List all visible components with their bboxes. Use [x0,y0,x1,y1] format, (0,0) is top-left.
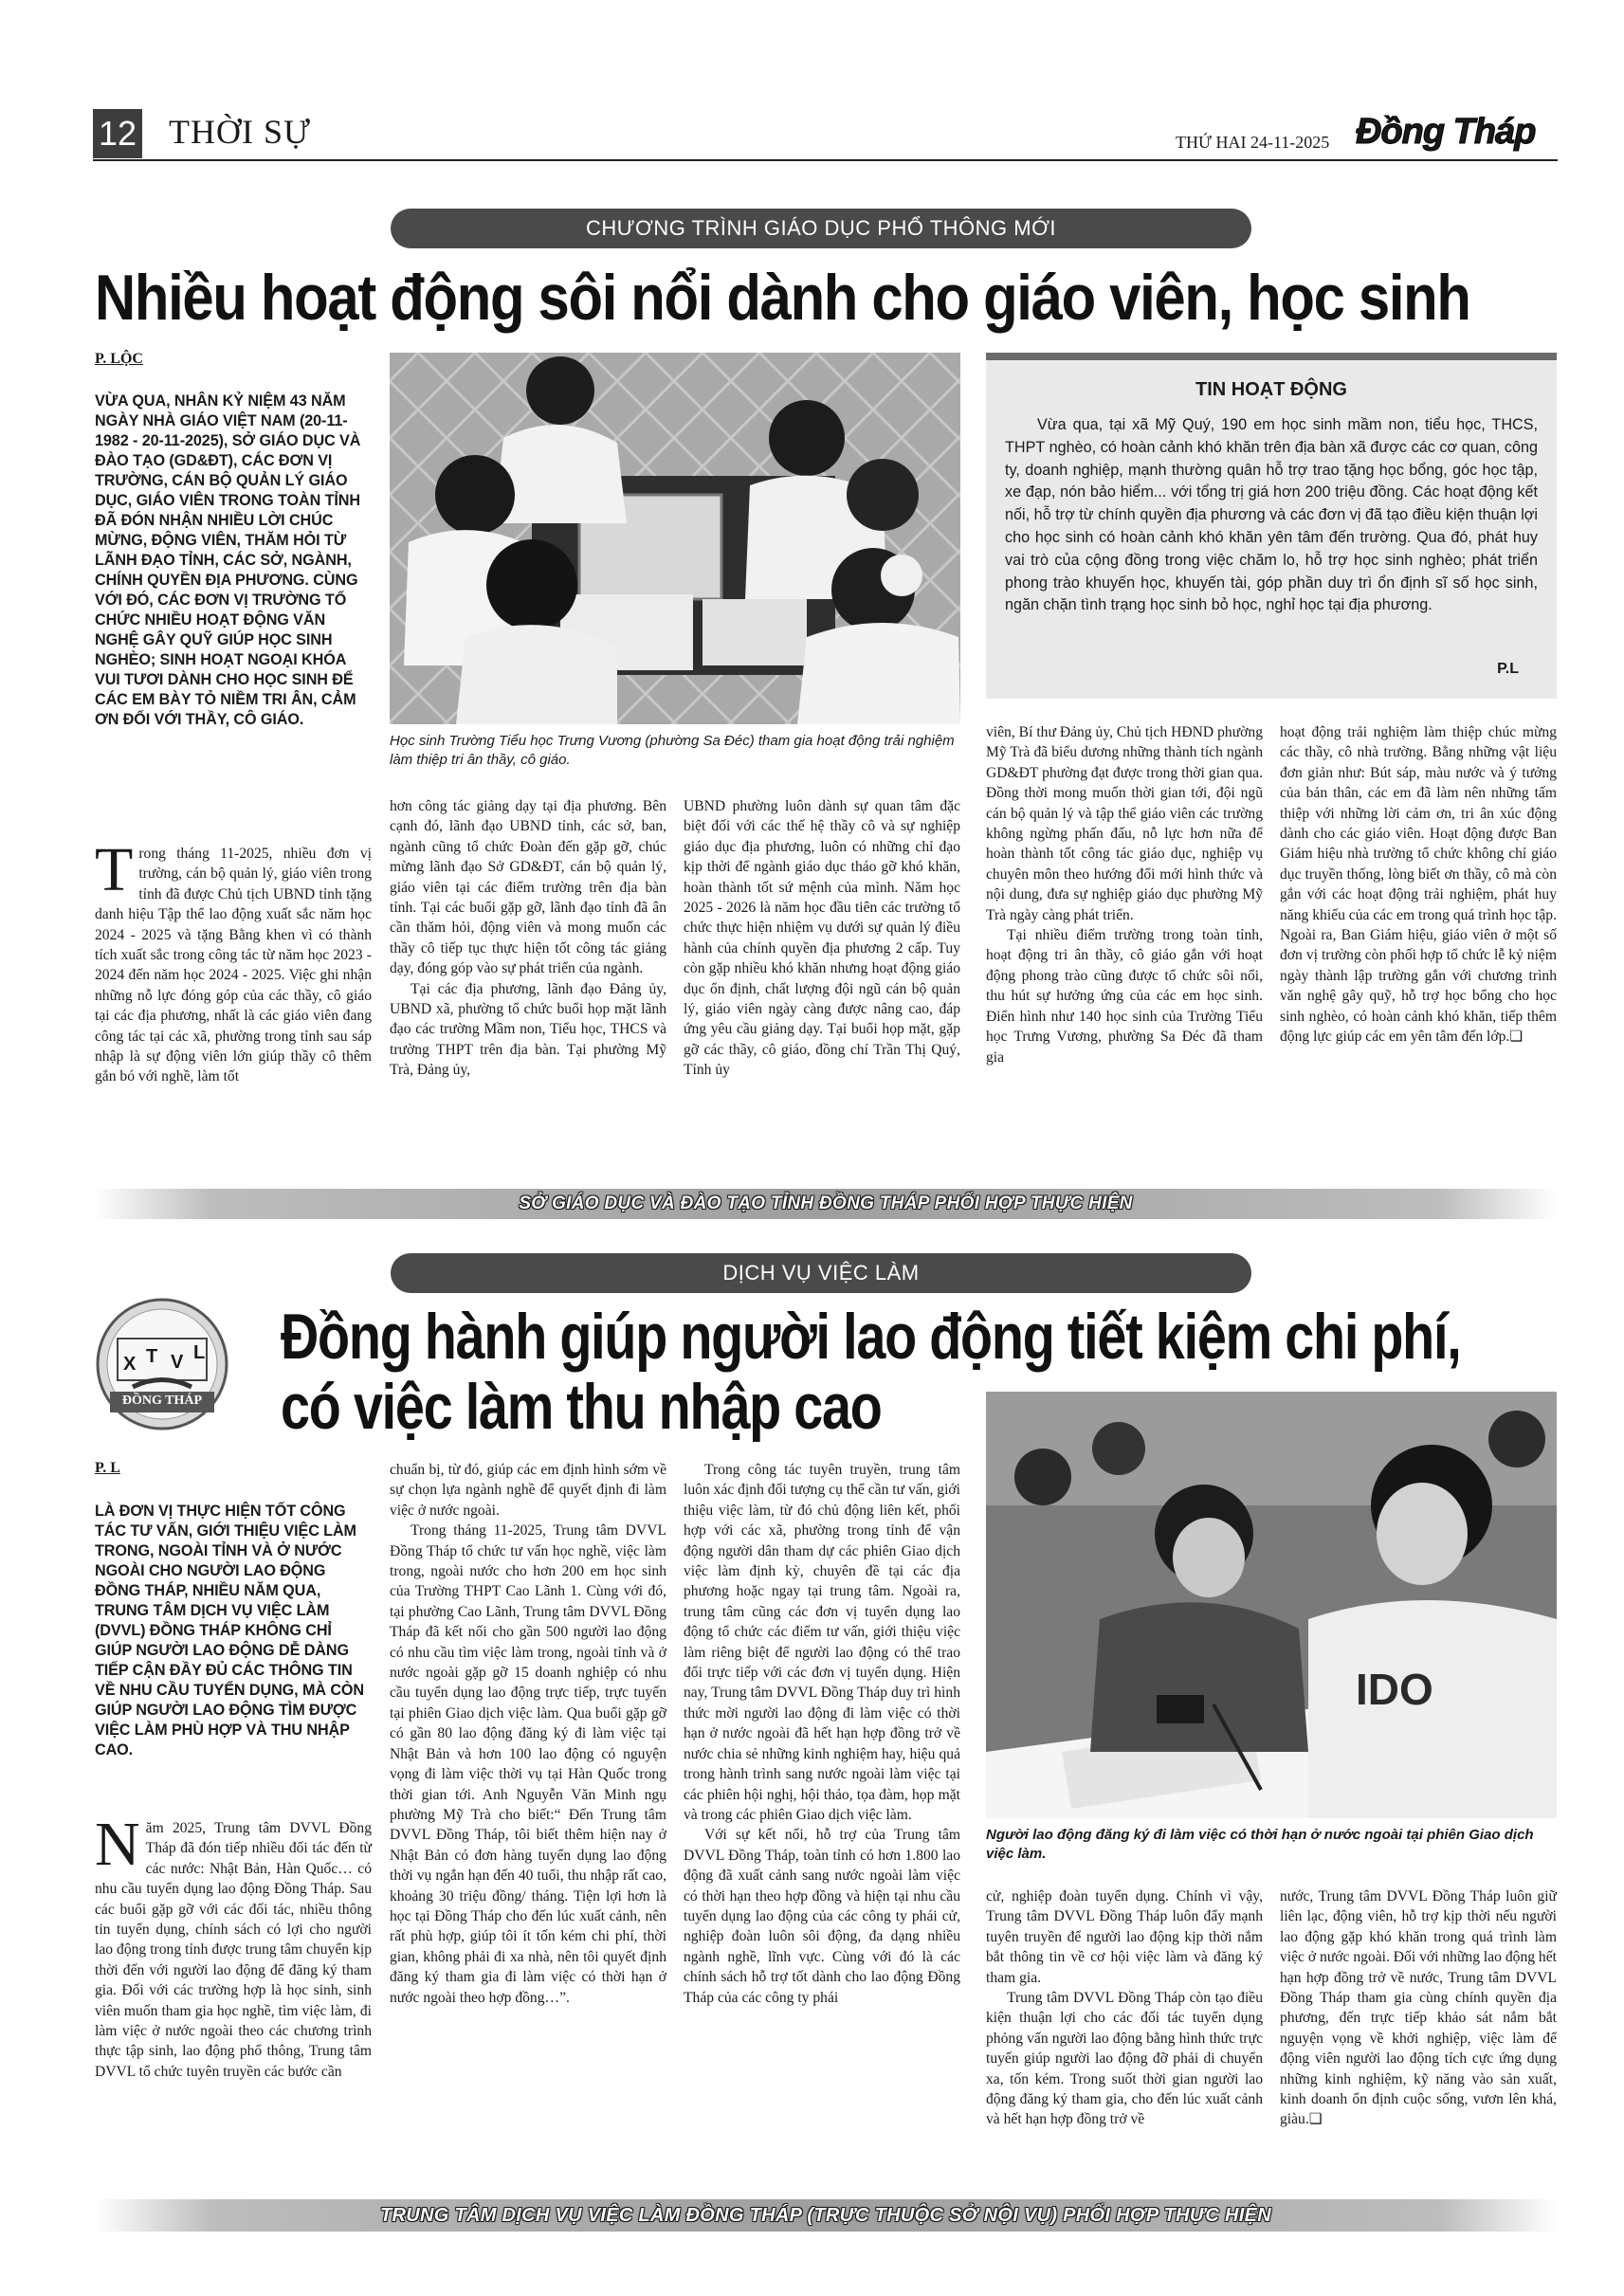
children-making-cards-image [390,353,960,724]
article2-col4-para1: cử, nghiệp đoàn tuyển dụng. Chính vì vậy, Trung tâm DVVL Đồng Tháp luôn đẩy mạnh tuyên truyền để người lao động kịp thời nắm bắt thông tin về cơ hội việc làm và đăng ký tham gia. [986,1888,1263,1986]
article2-headline-line1: Đồng hành giúp người lao động tiết kiệm chi phí, [281,1301,1461,1373]
article1-col4-para2: Tại nhiều điểm trường trong toàn tỉnh, hoạt động tri ân thầy, cô giáo gắn với hoạt động phong trào cũng được tổ chức sôi nổi, thu hút sự hưởng ứng của các em học sinh. Điển hình như 140 học sinh của Trường Tiểu học Trưng Vương, phường Sa Đéc đã tham gia [986,927,1263,1066]
article1-byline: P. LỘC [95,351,143,367]
article2-col2-para2: Trong tháng 11-2025, Trung tâm DVVL Đồng Tháp tổ chức tư vấn học nghề, việc làm trong, ngoài nước cho hơn 200 em học sinh của Trường THPT Cao Lãnh 1. Cùng với đó, tại phường Cao Lãnh, Trung tâm DVVL Đồng Tháp đã kết nối cho gần 500 người lao động có nhu cầu tìm việc làm trong, ngoài tỉnh và ở nước ngoài gặp gỡ 15 doanh nghiệp có nhu cầu tuyển dụng lao động trực tiếp, trực tuyến tại phiên Giao dịch việc làm. Qua buổi gặp gỡ có gần 80 lao động đăng ký đi làm việc tại Nhật Bản và hơn 100 lao động có nguyện vọng đi làm việc thời vụ tại Hàn Quốc trong thời gian tới. Anh Nguyễn Văn Minh ngụ phường Mỹ Trà cho biết:“ Đến Trung tâm DVVL Đồng Tháp, tôi biết thêm hiện nay ở Nhật Bản có đơn hàng tuyển dụng lao động thời vụ ngắn hạn đến 40 tuổi, thu nhập rất cao, khoảng 30 triệu đồng/ tháng. Tiện lợi hơn là học tại Đồng Tháp cho đến lúc xuất cảnh, nên rất phù hợp, giúp tôi ít tốn kém chi phí, thời gian, không phải đi xa nhà, nên tôi quyết định đăng ký tham gia đi làm việc có thời hạn ở nước ngoài theo hợp đồng…”. [390,1522,666,2006]
article1-col1 [95,835,372,1087]
article1-col3 [684,796,960,1081]
article1-dropcap: T [95,835,134,904]
logo-letter-l: L [193,1342,206,1363]
section-title: THỜI SỰ [169,113,311,151]
article2-col3-para2: Với sự kết nối, hỗ trợ của Trung tâm DVVL Đồng Tháp, toàn tỉnh có hơn 1.800 lao động đã xuất cảnh sang nước ngoài làm việc có thời hạn theo hợp đồng và hiện tại nhu cầu tuyển dụng lao động của các công ty phái cử, nghiệp đoàn luôn sôi động, đa dạng nhiều ngành nghề, lĩnh vực. Cùng với đó là các chính sách hỗ trợ tốt dành cho lao động Đồng Tháp của các công ty phái [684,1827,960,2006]
activity-news-box [986,353,1557,699]
article2-byline: P. L [95,1460,120,1476]
article1-col2-para2: Tại các địa phương, lãnh đạo Đảng ủy, UBND xã, phường tổ chức buổi họp mặt lãnh đạo các trường Mầm non, Tiểu học, THCS và trường THPT trên địa bàn. Tại phường Mỹ Trà, Đảng ủy, [390,980,666,1079]
article2-col3-para1: Trong công tác tuyên truyền, trung tâm luôn xác định đối tượng cụ thể cần tư vấn, giới thiệu việc làm, từ đó chủ động liên kết, phối hợp với các xã, phường trong tỉnh để vận động người dân tham dự các phiên Giao dịch việc làm định kỳ, chuyên đề tại các địa phương hoặc ngay tại trung tâm. Ngoài ra, trung tâm cũng các đơn vị tuyển dụng lao động tổ chức các điểm tư vấn, giới thiệu việc làm riêng biệt để người lao động có thể trao đổi trực tiếp với các đơn vị tuyển dụng. Hiện nay, Trung tâm DVVL Đồng Tháp duy trì hình thức mời người lao động đi làm việc có thời hạn ở nước ngoài đã hết hạn hợp đồng trở về nước chia sẻ những kinh nghiệm hay, hiệu quả trong hành trình sang nước ngoài làm việc tại các phiên hội nghị, hội thảo, tọa đàm, họp mặt và trong các phiên Giao dịch việc làm. [684,1462,960,1823]
article2-col4-para2: Trung tâm DVVL Đồng Tháp còn tạo điều kiện thuận lợi cho các đối tác tuyển dụng phỏng vấn người lao động bằng hình thức trực tuyến giúp người lao động đỡ phải di chuyển xa, tốn kém. Trong suốt thời gian người lao động đăng ký tham gia, cho đến lúc xuất cảnh và hết hạn hợp đồng trở về [986,1990,1263,2128]
article2-photo [986,1392,1557,1818]
logo-letter-v: V [171,1352,184,1373]
logo-letter-t: T [146,1346,158,1367]
article2-sponsor-band: TRUNG TÂM DỊCH VỤ VIỆC LÀM ĐỒNG THÁP (TRỰC THUỘC SỞ NỘI VỤ) PHỐI HỢP THỰC HIỆN [95,2199,1557,2232]
article2-col5 [1280,1886,1557,2130]
xtvl-logo-icon [95,1297,229,1431]
article2-col2-para1: chuẩn bị, từ đó, giúp các em định hình sớm về sự chọn lựa ngành nghề để quyết định đi làm việc ở nước ngoài. [390,1462,666,1519]
article1-photo [390,353,960,724]
dvvl-logo [95,1297,229,1431]
page-header [0,0,1624,171]
article2-col1-text: ăm 2025, Trung tâm DVVL Đồng Tháp đã đón tiếp nhiều đối tác đến từ các nước: Nhật Bản, Hàn Quốc… có nhu cầu tuyển dụng lao động Đồng Tháp. Sau các buổi gặp gỡ với các đối tác, nhiều thông tin tuyển dụng, chính sách có lợi cho người lao động trong tỉnh được trung tâm chuyển kịp thời đến với người lao động để đăng ký tham gia. Đối với các trường hợp là học sinh, sinh viên muốn tham gia học nghề, tìm việc làm, đi làm việc ở nước ngoài theo các chương trình thực tập sinh, lao động phổ thông, Trung tâm DVVL tổ chức tuyên truyền các bước cần [95,1820,372,2080]
article2-col3 [684,1460,960,2008]
masthead-logo: Đồng Tháp [1356,112,1536,152]
svg-text:IDO: IDO [1356,1665,1433,1714]
article1-col5 [1280,722,1557,1048]
article1-photo-caption: Học sinh Trường Tiểu học Trưng Vương (phường Sa Đéc) tham gia hoạt động trải nghiệm làm thiệp tri ân thầy, cô giáo. [390,733,955,768]
article2-col5-para1: nước, Trung tâm DVVL Đồng Tháp luôn giữ liên lạc, động viên, hỗ trợ kịp thời nếu người lao động gặp khó khăn trong quá trình làm việc ở nước ngoài. Đối với những lao động hết hạn hợp đồng trở về nước, Trung tâm DVVL Đồng Tháp tham gia cùng chính quyền địa phương, đến trực tiếp khảo sát nắm bắt nguyện vọng về khởi nghiệp, việc làm để động viên người lao động tích cực ứng dụng những kinh nghiệm, kỹ năng vào sản xuất, kinh doanh ổn định cuộc sống, vươn lên khá, giàu.❏ [1280,1888,1557,2128]
article1-col4-para1: viên, Bí thư Đảng ủy, Chủ tịch HĐND phường Mỹ Trà đã biểu dương những thành tích ngành GD&ĐT phường đạt được trong thời gian qua. Đồng thời mong muốn thời gian tới, đội ngũ cán bộ quản lý và tập thể giáo viên các trường không ngừng phấn đấu, nỗ lực hơn nữa để hoàn thành tốt công tác giáo dục, nghiệp vụ chuyên môn theo hướng đổi mới hình thức và nội dung, đưa sự nghiệp giáo dục phường Mỹ Trà ngày càng phát triển. [986,724,1263,923]
article2-col4 [986,1886,1263,2130]
article1-col5-para1: hoạt động trải nghiệm làm thiệp chúc mừng các thầy, cô nhà trường. Bằng những vật liệu đơn giản như: Bút sáp, màu nước và ý tưởng của bản thân, các em đã làm nên những tấm thiệp với những lời cảm ơn, tri ân xúc động dành cho các giáo viên. Hoạt động được Ban Giám hiệu nhà trường tổ chức không chỉ giáo dục truyền thống, lòng biết ơn thầy, cô mà còn gắn với các hoạt động trải nghiệm, phát huy năng khiếu của các em trong quá trình học tập. Ngoài ra, Ban Giám hiệu, giáo viên ở một số đơn vị trường còn phối hợp tổ chức lễ kỷ niệm ngày thành lập trường gắn với chương trình văn nghệ gây quỹ, hỗ trợ học bổng cho học sinh nghèo, có hoàn cảnh khó khăn, tiếp thêm động lực giúp các em yên tâm đến lớp.❏ [1280,724,1557,1046]
article1-col4 [986,722,1263,1067]
page-number: 12 [93,109,142,158]
activity-news-text: Vừa qua, tại xã Mỹ Quý, 190 em học sinh mầm non, tiểu học, THCS, THPT nghèo, có hoàn cảnh khó khăn trên địa bàn xã được các cơ quan, công ty, doanh nghiệp, mạnh thường quân hỗ trợ trao tặng học bổng, góc học tập, xe đạp, nón bảo hiểm... với tổng trị giá hơn 200 triệu đồng. Các hoạt động kết nối, hỗ trợ từ chính quyền địa phương và các đơn vị đã tạo điều kiện thuận lợi cho học sinh có hoàn cảnh khó khăn yên tâm đến trường. Qua đó, phát huy vai trò của cộng đồng trong việc chăm lo, hỗ trợ học sinh nghèo; phát triển phong trào khuyến học, khuyến tài, góp phần duy trì ổn định sĩ số học sinh, ngăn chặn tình trạng học sinh bỏ học, nghỉ học tại địa phương. [1005,416,1538,614]
article2-col2 [390,1460,666,2008]
job-fair-registration-image [986,1392,1557,1818]
header-rule [93,159,1558,161]
issue-date: THỨ HAI 24-11-2025 [1176,133,1330,152]
article1-headline: Nhiều hoạt động sôi nổi dành cho giáo viên, học sinh [95,262,1470,334]
article2-photo-caption: Người lao động đăng ký đi làm việc có thời hạn ở nước ngoài tại phiên Giao dịch việc làm. [986,1827,1534,1862]
article2-col1 [95,1810,372,2082]
article1-sponsor-band: SỞ GIÁO DỤC VÀ ĐÀO TẠO TỈNH ĐỒNG THÁP PHỐI HỢP THỰC HIỆN [95,1189,1557,1219]
logo-letter-x: X [123,1354,137,1375]
article2-lead: LÀ ĐƠN VỊ THỰC HIỆN TỐT CÔNG TÁC TƯ VẤN, GIỚI THIỆU VIỆC LÀM TRONG, NGOÀI TỈNH VÀ Ở NƯỚC NGOÀI CHO NGƯỜI LAO ĐỘNG ĐỒNG THÁP, NHIỀU NĂM QUA, TRUNG TÂM DỊCH VỤ VIỆC LÀM (DVVL) ĐỒNG THÁP KHÔNG CHỈ GIÚP NGƯỜI LAO ĐỘNG DỄ DÀNG TIẾP CẬN ĐẦY ĐỦ CÁC THÔNG TIN VỀ NHU CẦU TUYỂN DỤNG, MÀ CÒN GIÚP NGƯỜI LAO ĐỘNG TÌM ĐƯỢC VIỆC LÀM PHÙ HỢP VÀ THU NHẬP CAO. [95,1503,364,1758]
article1-col3-para1: UBND phường luôn dành sự quan tâm đặc biệt đối với các thế hệ thầy cô và sự nghiệp giáo dục địa phương, luôn có những chỉ đạo kịp thời để ngành giáo dục tháo gỡ khó khăn, hoàn thành tốt sứ mệnh của mình. Năm học 2025 - 2026 là năm học đầu tiên các trường tổ chức thực hiện nhiệm vụ dưới sự quản lý điều hành của chính quyền địa phương 2 cấp. Tuy còn gặp nhiều khó khăn nhưng hoạt động giáo dục ổn định, chất lượng đội ngũ cán bộ quản lý, giáo viên ngày càng được nâng cao, đáp ứng yêu cầu giảng dạy. Tại buổi họp mặt, gặp gỡ các thầy, cô giáo, đồng chí Trần Thị Quý, Tỉnh ủy [684,798,960,1079]
article2-kicker: DỊCH VỤ VIỆC LÀM [391,1253,1251,1293]
article2-headline-line2: có việc làm thu nhập cao [281,1371,882,1443]
logo-caption: ĐỒNG THÁP [121,1394,203,1408]
article1-col2 [390,796,666,1081]
article1-col2-para1: hơn công tác giảng dạy tại địa phương. Bên cạnh đó, lãnh đạo UBND tỉnh, các sở, ban, ngành cũng tổ chức Đoàn đến gặp gỡ, chúc mừng lãnh đạo Sở GD&ĐT, cán bộ quản lý, giáo viên tại các điểm trường trên địa bàn tỉnh. Tại các buổi gặp gỡ, lãnh đạo tỉnh đã ân cần thăm hỏi, động viên và mong muốn các thầy cô tiếp tục thực hiện tốt công tác giảng dạy, đóng góp vào sự phát triển của ngành. [390,798,666,977]
activity-news-signature: P.L [1497,661,1519,677]
article2-dropcap: N [95,1810,140,1879]
article1-col1-text: rong tháng 11-2025, nhiều đơn vị trường, cán bộ quản lý, giáo viên trong tỉnh đã được Chủ tịch UBND tỉnh tặng danh hiệu Tập thể lao động xuất sắc năm học 2024 - 2025 và tặng Bằng khen vì có thành tích xuất sắc trong công tác từ năm học 2023 - 2024 đến năm học 2024 - 2025. Việc ghi nhận những nỗ lực đóng góp của các thầy, cô giáo tại các địa phương, nhất là các giáo viên đang công tác tại các xã, phường trong tỉnh sau sáp nhập là sự động viên lớn giúp thầy cô thêm gắn bó với nghề, làm tốt [95,846,372,1085]
article1-kicker: CHƯƠNG TRÌNH GIÁO DỤC PHỔ THÔNG MỚI [391,209,1251,248]
activity-news-title: TIN HOẠT ĐỘNG [1195,379,1347,400]
article1-lead: VỪA QUA, NHÂN KỶ NIỆM 43 NĂM NGÀY NHÀ GIÁO VIỆT NAM (20-11-1982 - 20-11-2025), SỞ GIÁO DỤC VÀ ĐÀO TẠO (GD&ĐT), CÁC ĐƠN VỊ TRƯỜNG, CÁN BỘ QUẢN LÝ GIÁO DỤC, GIÁO VIÊN TRONG TOÀN TỈNH ĐÃ ĐÓN NHẬN NHIỀU LỜI CHÚC MỪNG, ĐỘNG VIÊN, THĂM HỎI TỪ LÃNH ĐẠO TỈNH, CÁC SỞ, NGÀNH, CHÍNH QUYỀN ĐỊA PHƯƠNG. CÙNG VỚI ĐÓ, CÁC ĐƠN VỊ TRƯỜNG TỔ CHỨC NHIỀU HOẠT ĐỘNG VĂN NGHỆ GÂY QUỸ GIÚP HỌC SINH NGHÈO; SINH HOẠT NGOẠI KHÓA VUI TƯƠI DÀNH CHO HỌC SINH ĐỂ CÁC EM BÀY TỎ NIỀM TRI ÂN, CẢM ƠN ĐỐI VỚI THẦY, CÔ GIÁO. [95,392,361,728]
